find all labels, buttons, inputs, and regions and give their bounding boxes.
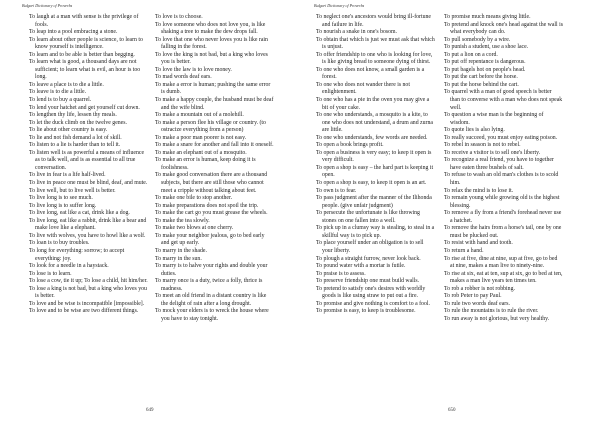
proverb-entry: To marry once is a duty, twice a folly, thrice is madness. [155,278,263,292]
proverb-entry: To pass judgment after the manner of the Ilihonda people. (give unfair judgment) [316,195,432,209]
proverb-entry: To make a mountain out of a molehill. [155,112,244,119]
proverb-entry: To put the horse behind the cart. [444,81,519,88]
proverb-entry: To lose is to learn. [29,270,72,277]
proverb-entry: To open a book brings profit. [316,142,384,149]
proverb-entry: To really succeed, you must enjoy eating poison. [444,134,558,141]
proverb-entry: To look for a needle in a haystack. [29,263,109,270]
proverb-entry: To pick up in a clumsy way is stealing, to steal in a skillful way is to pick up. [316,225,435,239]
proverb-entry: To live in peace one must be blind, deaf, and mute. [29,180,148,187]
proverb-entry: To love and be wise is incompatible [impossible]. [29,300,145,307]
proverb-entry: To make preparations does not spoil the trip. [155,202,259,209]
proverb-entry: To love the law is to love money. [155,66,232,73]
proverb-entry: To learn and to be able is better than begging. [29,51,135,58]
running-head: Bulgari Dictionary of Proverbs [314,3,365,8]
proverb-entry: To one who does not know, a small garden is a forest. [316,66,425,81]
proverb-entry: To rule two words deaf ears. [444,300,510,307]
proverb-column [444,14,563,323]
proverb-entry: To obtain that which is just we must ask that which is unjust. [316,36,435,51]
proverb-entry: To one who understands, a mosquito is a kite, to one who does not understand, a drum and zurna are little. [316,112,433,134]
proverb-entry: To rob Peter to pay Paul. [444,293,502,300]
proverb-entry: To pretend to satisfy one's desires with worldly goods is like using straw to put out a fire. [316,285,426,300]
proverb-entry: To plough a straight furrow, never look back. [316,255,421,262]
proverb-entry: To make the cart go you must grease the wheels. [155,210,268,217]
proverb-entry: To punish a student, use a shoe lace. [444,44,529,51]
proverb-entry: To lend your hatchet and get yourself cut down. [29,104,140,111]
proverb-entry: To pound water with a mortar is futile. [316,263,406,270]
proverb-entry: To meet an old friend in a distant country is like the delight of rain after a long drought. [155,293,267,307]
proverb-entry: To lie and not fish demand a lot of skill. [29,134,122,141]
proverb-entry: To put off repentance is dangerous. [444,59,526,66]
proverb-entry: To live in fear is a life half-lived. [29,172,106,179]
proverb-entry: To quote lies is also lying. [444,127,505,134]
proverb-entry: To return a hand. [444,247,484,254]
proverb-column [155,14,274,323]
proverb-entry: To remain young while growing old is the highest blessing. [444,195,560,209]
proverb-column [29,14,148,316]
proverb-entry: To persecute the unfortunate is like throwing stones on one fallen into a well. [316,210,420,224]
proverb-entry: To listen to a lie is harder than to tell it. [29,142,121,149]
proverb-entry: To nourish a snake in one's bosom. [316,29,397,36]
proverb-entry: To one who does not wander there is not enlightenment. [316,81,410,96]
proverb-entry: To neglect one's ancestors would bring ill-fortune and failure in life. [316,14,431,28]
proverb-entry: To lose a cow, tie it up; To lose a child, hit him/her. [29,278,148,285]
proverb-entry: To praise is to assess. [316,270,366,277]
proverb-entry: To promise much means giving little. [444,14,531,20]
proverb-entry: To offer friendship to one who is looking for love, is like giving bread to someone dying of thirst. [316,51,433,66]
proverb-entry: To learn about other people is science, to learn to know yourself is intelligence. [29,36,143,51]
proverb-entry: To make an elephant out of a mosquito. [155,149,247,156]
proverb-entry: To rob a robber is not robbing. [444,285,515,292]
proverb-entry: To love the king is not bad, but a king who loves you is better. [155,51,268,66]
proverb-entry: To live long, eat like a cat, drink like a dog. [29,210,130,217]
proverb-entry: To make a poor man poorer is not easy. [155,134,247,141]
proverb-entry: To preserve friendship one must build walls. [316,278,420,285]
proverb-entry: To make a person flee his village or country. (to ostracize everything from a person) [155,119,266,134]
proverb-entry: To live long is to suffer long. [29,202,97,209]
proverb-entry: To lengthen thy life, lessen thy meals. [29,112,117,119]
proverb-entry: To mad words deaf ears. [155,74,212,81]
page-number: 649 [146,408,154,413]
proverb-entry: To remove a fly from a friend's forehead never use a hatchet. [444,210,562,224]
proverb-entry: To resist with hand and tooth. [444,240,513,247]
proverb-entry: To make your neighbor jealous, go to bed early and get up early. [155,232,265,247]
proverb-entry: To rule the mountains is to rule the river. [444,308,539,315]
proverb-entry: To lie about other country is easy. [29,127,108,134]
proverb-entry: To loan is to buy troubles. [29,240,90,247]
proverb-entry: To make a snare for another and fall into it oneself. [155,142,274,149]
proverb-entry: To relax the mind is to lose it. [444,187,514,194]
proverb-entry: To let the duck climb on the twelve genes. [29,119,127,126]
proverb-entry: To marry is to halve your rights and double your duties. [155,263,268,277]
proverb-entry: To marry in the shade. [155,247,207,254]
proverb-entry: To make a error is human; pushing the same error is dumb. [155,81,271,96]
proverb-entry: To live well, but to live well is better. [29,187,116,194]
proverb-entry: To recognize a real friend, you have to together have eaten three bushels of salt. [444,157,554,171]
proverb-entry: To open a business is very easy; to keep it open is very difficult. [316,149,432,164]
page-number: 650 [448,408,456,413]
proverb-entry: To love and to be wise are two different things. [29,308,139,315]
proverb-entry: To listen well is as powerful a means of influence as to talk well, and is as essential to all true conversation. [29,149,145,171]
proverb-entry: To leave a place is to die a little. [29,81,104,88]
proverb-entry: To one who has a pie in the oven you may give a bit of your cake. [316,97,430,111]
proverb-entry: To rise at six, eat at ten, sup at six, go to bed at ten, makes a man live years ten times ten. [444,270,563,285]
proverb-entry: To leave is to die a little. [29,89,87,96]
proverb-entry: To make a happy couple, the husband must be deaf and the wife blind. [155,97,274,111]
proverb-entry: To receive a visitor is to sell one's liberty. [444,149,541,156]
proverb-entry: To put a lion on a cord. [444,51,498,58]
proverb-entry: To refuse to wash an old man's clothes is to scold him. [444,172,559,187]
proverb-entry: To make one bile to stop another. [155,195,233,202]
proverb-entry: To rebel in season is not to rebel. [444,142,521,149]
proverb-entry: To laugh at a man with sense is the privilege of fools. [29,14,139,28]
proverb-entry: To open a shop is easy, to keep it open is an art. [316,180,427,187]
proverb-entry: To make good conversation there are a thousand subjects, but there are still those who cannot meet a cripple without talking about feet. [155,172,268,194]
proverb-entry: To quarrel with a man of good speech is better than to converse with a man who does not speak well. [444,89,563,111]
proverb-entry: To put the cart before the horse. [444,74,518,81]
proverb-entry: To one who understands, few words are needed. [316,134,428,141]
proverb-entry: To love someone who does not love you, is like shaking a tree to make the dew drops fall. [155,21,266,36]
right-page [300,0,600,424]
proverb-entry: To place yourself under an obligation is to sell your liberty. [316,240,424,254]
proverb-entry: To lend is to buy a quarrel. [29,97,92,104]
proverb-entry: To leap into a pool embracing a stone. [29,29,118,36]
proverb-entry: To live with wolves, you have to howl like a wolf. [29,232,146,239]
proverb-entry: To open a shop is easy – the hard part is keeping it open. [316,164,434,179]
proverb-entry: To live long, eat like a rabbit, drink like a bear and make love like a elephant. [29,217,147,232]
proverb-entry: To love is to choose. [155,14,203,20]
proverb-entry: To question a wise man is the beginning of wisdom. [444,112,544,126]
proverb-entry: To marry in the sun. [155,255,202,262]
proverb-entry: To own is to fear. [316,187,357,194]
proverb-entry: To rise at five, dine at nine, sup at five, go to bed at nine, makes a man live to ninety-nine. [444,255,558,270]
proverb-entry: To mock your elders is to wreck the house where you have to stay tonight. [155,308,269,322]
proverb-entry: To make the tea slowly. [155,217,210,224]
running-head: Bulgari Dictionary of Proverbs [22,3,73,8]
proverb-entry: To pull somebody by a wire. [444,36,511,43]
proverb-entry: To make an error is human, keep doing it is foolishness. [155,157,256,171]
proverb-entry: To love that one who never loves you is like rain falling in the forest. [155,36,268,51]
proverb-column [316,14,435,316]
proverb-entry: To learn what is good, a thousand days are not sufficient; to learn what is evil, an hour is too long. [29,59,141,81]
proverb-entry: To live long is to see much. [29,195,93,202]
proverb-entry: To long for everything: sorrow; to accept everything: joy. [29,247,125,262]
proverb-entry: To run away is not glorious, but very healthy. [444,315,550,322]
proverb-entry: To put bagels hot on people's head. [444,66,526,73]
proverb-entry: To lose a king is not bad, but a king who loves you is better. [29,285,147,300]
proverb-entry: To remove the hairs from a horse's tail, one by one must be plucked out. [444,225,562,239]
proverb-entry: To pretend and knock one's head against the wall is what everybody can do. [444,21,563,36]
proverb-entry: To make two blows at one cherry. [155,225,234,232]
proverb-entry: To promise and give nothing is comfort to a fool. [316,300,430,307]
proverb-entry: To promise is easy, to keep is troublesome. [316,308,416,315]
